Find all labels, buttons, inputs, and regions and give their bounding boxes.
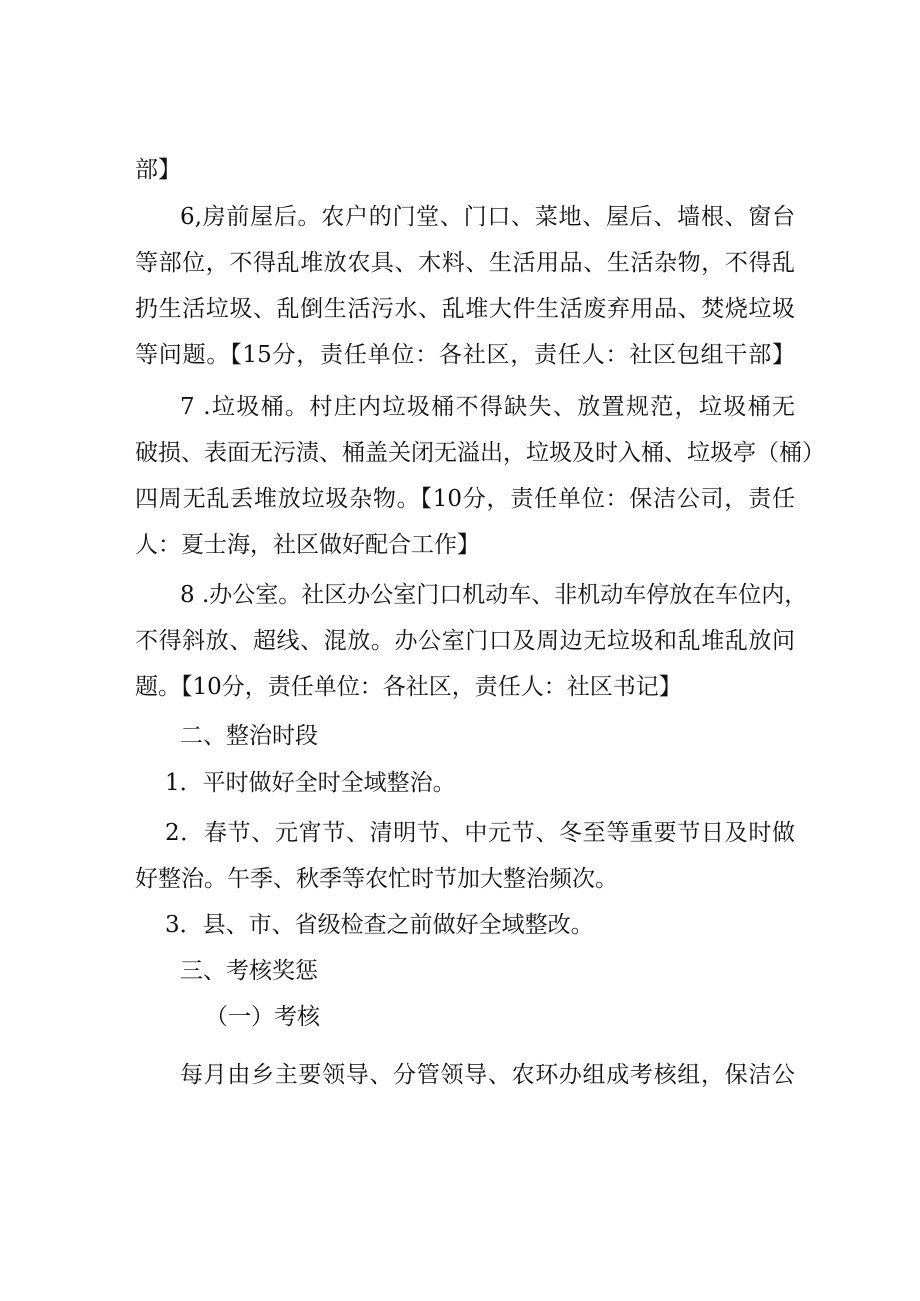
text-line-7: 破损、表面无污渍、桶盖关闭无溢出，垃圾及时入桶、垃圾亭（桶） — [135, 440, 825, 466]
text-line-3: 等部位，不得乱堆放农具、木料、生活用品、生活杂物，不得乱 — [135, 250, 795, 276]
text-line-10: 8 .办公室。社区办公室门口机动车、非机动车停放在车位内， — [180, 582, 808, 608]
text-line-2: 6,房前屋后。农户的门堂、门口、菜地、屋后、墙根、窗台 — [180, 204, 795, 230]
text-line-14: 1．平时做好全时全域整治。 — [165, 770, 456, 796]
subsection-heading-1: （一）考核 — [205, 1004, 320, 1030]
text-line-1: 部】 — [135, 157, 181, 183]
text-line-5: 等问题。【15分，责任单位：各社区，责任人：社区包组干部】 — [135, 342, 795, 368]
text-line-9: 人：夏士海，社区做好配合工作】 — [135, 532, 480, 558]
text-line-12: 题。【10分，责任单位：各社区，责任人：社区书记】 — [135, 674, 682, 700]
text-line-6: 7 .垃圾桶。村庄内垃圾桶不得缺失、放置规范，垃圾桶无 — [180, 394, 795, 420]
text-line-20: 每月由乡主要领导、分管领导、农环办组成考核组，保洁公 — [180, 1062, 795, 1088]
section-heading-3: 三、考核奖惩 — [180, 958, 318, 984]
section-heading-2: 二、整治时段 — [180, 723, 318, 749]
text-line-15: 2．春节、元宵节、清明节、中元节、冬至等重要节日及时做 — [165, 820, 795, 846]
text-line-16: 好整治。午季、秋季等农忙时节加大整治频次。 — [135, 866, 618, 892]
text-line-17: 3．县、市、省级检查之前做好全域整改。 — [165, 912, 594, 938]
text-line-11: 不得斜放、超线、混放。办公室门口及周边无垃圾和乱堆乱放问 — [135, 628, 795, 654]
text-line-8: 四周无乱丢堆放垃圾杂物。【10分，责任单位：保洁公司，责任 — [135, 486, 795, 512]
text-line-4: 扔生活垃圾、乱倒生活污水、乱堆大件生活废弃用品、焚烧垃圾 — [135, 296, 795, 322]
